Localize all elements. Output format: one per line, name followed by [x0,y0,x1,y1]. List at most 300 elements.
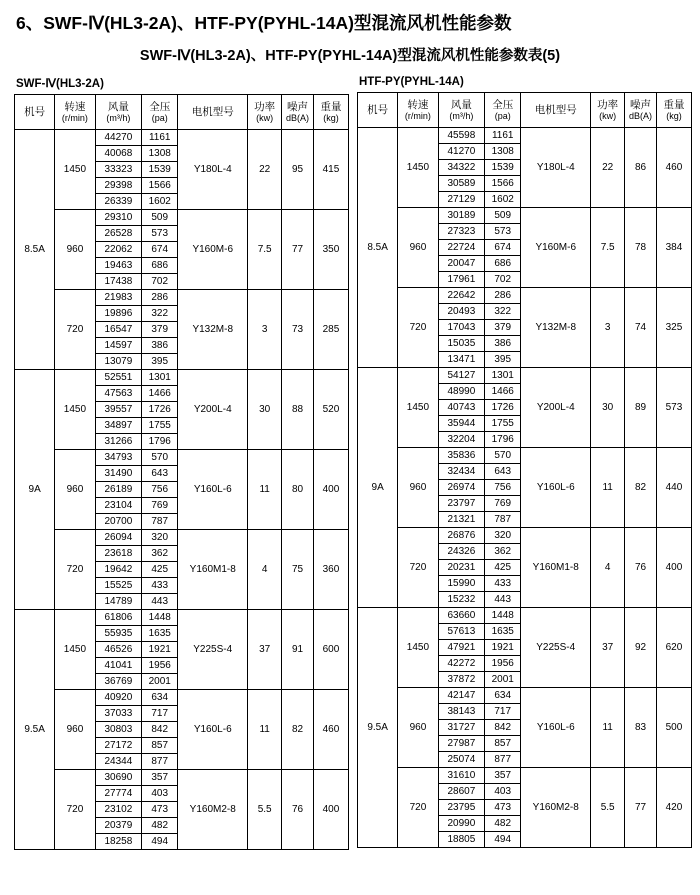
cell-pressure: 425 [485,560,521,576]
column-header-4 [521,93,591,128]
column-header-2 [95,95,142,130]
cell-pressure: 425 [142,562,178,578]
cell-pressure: 494 [485,832,521,848]
cell-speed: 720 [55,290,95,370]
cell-weight: 420 [656,768,691,848]
cell-speed: 720 [398,528,438,608]
cell-flow: 25074 [438,752,485,768]
cell-power: 7.5 [591,208,625,288]
cell-pressure: 686 [142,258,178,274]
cell-pressure: 877 [485,752,521,768]
cell-flow: 16547 [95,322,142,338]
cell-speed: 1450 [55,610,95,690]
cell-pressure: 1956 [142,658,178,674]
cell-flow: 54127 [438,368,485,384]
cell-flow: 22724 [438,240,485,256]
cell-power: 22 [591,128,625,208]
cell-pressure: 842 [485,720,521,736]
table-header-left [15,95,349,130]
cell-power: 22 [248,130,282,210]
table-row [358,608,692,624]
cell-noise: 75 [282,530,314,610]
cell-pressure: 357 [142,770,178,786]
column-header-sub: (kw) [599,110,617,121]
cell-speed: 1450 [55,370,95,450]
cell-speed: 1450 [398,128,438,208]
table-row [358,288,692,304]
cell-speed: 960 [398,688,438,768]
cell-pressure: 1539 [485,160,521,176]
cell-speed: 960 [55,210,95,290]
cell-flow: 31266 [95,434,142,450]
cell-fan-model: 9.5A [358,608,398,848]
cell-pressure: 1635 [142,626,178,642]
cell-flow: 21983 [95,290,142,306]
cell-flow: 20990 [438,816,485,832]
column-header-sub: dB(A) [286,112,310,123]
column-header-1 [55,95,95,130]
cell-pressure: 643 [142,466,178,482]
column-header-4 [178,95,248,130]
cell-flow: 55935 [95,626,142,642]
column-header-3 [485,93,521,128]
cell-weight: 460 [656,128,691,208]
cell-pressure: 643 [485,464,521,480]
table-row [358,368,692,384]
cell-pressure: 634 [485,688,521,704]
table-block-left [14,76,349,850]
performance-table-right [357,92,692,848]
cell-flow: 13471 [438,352,485,368]
cell-weight: 600 [313,610,348,690]
cell-flow: 26974 [438,480,485,496]
page [0,10,700,895]
cell-flow: 32204 [438,432,485,448]
cell-pressure: 1726 [485,400,521,416]
cell-power: 4 [248,530,282,610]
cell-pressure: 1466 [142,386,178,402]
cell-speed: 1450 [398,368,438,448]
table-body-left [15,130,349,850]
cell-flow: 29310 [95,210,142,226]
table-row [358,448,692,464]
cell-noise: 76 [282,770,314,850]
cell-speed: 960 [55,690,95,770]
cell-noise: 95 [282,130,314,210]
cell-weight: 285 [313,290,348,370]
cell-pressure: 1755 [142,418,178,434]
cell-pressure: 769 [485,496,521,512]
cell-speed: 720 [55,530,95,610]
cell-flow: 33323 [95,162,142,178]
cell-flow: 17961 [438,272,485,288]
cell-flow: 38143 [438,704,485,720]
cell-flow: 46526 [95,642,142,658]
cell-pressure: 573 [485,224,521,240]
cell-flow: 27129 [438,192,485,208]
column-header-main: 噪声 [287,100,309,113]
cell-flow: 47921 [438,640,485,656]
cell-flow: 40920 [95,690,142,706]
cell-pressure: 286 [142,290,178,306]
cell-flow: 35944 [438,416,485,432]
table-caption-left: SWF-Ⅳ(HL3-2A) [16,78,104,90]
column-header-sub: (m³/h) [449,110,474,121]
cell-flow: 20379 [95,818,142,834]
cell-motor-model: Y160M1-8 [178,530,248,610]
cell-pressure: 473 [485,800,521,816]
cell-flow: 52551 [95,370,142,386]
cell-flow: 18258 [95,834,142,850]
cell-power: 4 [591,528,625,608]
column-header-main: 重量 [663,98,685,111]
cell-noise: 89 [625,368,657,448]
cell-noise: 80 [282,450,314,530]
cell-flow: 20047 [438,256,485,272]
cell-motor-model: Y160L-6 [521,448,591,528]
cell-pressure: 403 [485,784,521,800]
column-header-sub: (kg) [323,112,339,123]
cell-pressure: 320 [485,528,521,544]
cell-noise: 76 [625,528,657,608]
cell-speed: 960 [398,208,438,288]
cell-speed: 720 [398,768,438,848]
cell-flow: 37033 [95,706,142,722]
cell-flow: 23795 [438,800,485,816]
column-header-6 [625,93,657,128]
cell-pressure: 857 [485,736,521,752]
column-header-main: 电机型号 [191,105,234,118]
cell-pressure: 787 [485,512,521,528]
cell-pressure: 362 [485,544,521,560]
table-row [15,530,349,546]
cell-flow: 48990 [438,384,485,400]
cell-flow: 40068 [95,146,142,162]
cell-pressure: 443 [142,594,178,610]
cell-pressure: 686 [485,256,521,272]
column-header-main: 机号 [24,105,46,118]
table-row [15,450,349,466]
cell-noise: 82 [282,690,314,770]
cell-flow: 45598 [438,128,485,144]
cell-power: 11 [591,688,625,768]
cell-flow: 61806 [95,610,142,626]
cell-pressure: 1726 [142,402,178,418]
cell-motor-model: Y160L-6 [521,688,591,768]
cell-power: 37 [591,608,625,688]
cell-power: 30 [591,368,625,448]
cell-pressure: 1635 [485,624,521,640]
cell-flow: 41270 [438,144,485,160]
cell-flow: 31727 [438,720,485,736]
cell-flow: 23618 [95,546,142,562]
column-header-6 [282,95,314,130]
cell-flow: 47563 [95,386,142,402]
cell-weight: 520 [313,370,348,450]
cell-pressure: 395 [485,352,521,368]
column-header-sub: (pa) [151,112,168,123]
cell-flow: 37872 [438,672,485,688]
table-row [15,610,349,626]
cell-pressure: 379 [142,322,178,338]
cell-weight: 573 [656,368,691,448]
cell-pressure: 674 [485,240,521,256]
cell-motor-model: Y180L-4 [521,128,591,208]
cell-flow: 15990 [438,576,485,592]
column-header-sub: (r/min) [61,112,88,123]
cell-pressure: 1956 [485,656,521,672]
cell-weight: 415 [313,130,348,210]
cell-pressure: 395 [142,354,178,370]
table-row [15,690,349,706]
column-header-1 [398,93,438,128]
cell-weight: 350 [313,210,348,290]
cell-flow: 24344 [95,754,142,770]
cell-flow: 27172 [95,738,142,754]
cell-pressure: 857 [142,738,178,754]
cell-pressure: 842 [142,722,178,738]
column-header-7 [313,95,348,130]
page-title: 6、SWF-Ⅳ(HL3-2A)、HTF-PY(PYHL-14A)型混流风机性能参数 [16,13,512,33]
cell-flow: 20700 [95,514,142,530]
cell-speed: 720 [398,288,438,368]
cell-weight: 400 [313,770,348,850]
cell-power: 3 [591,288,625,368]
cell-pressure: 1308 [485,144,521,160]
cell-flow: 40743 [438,400,485,416]
cell-power: 5.5 [591,768,625,848]
column-header-main: 风量 [107,100,129,113]
table-row [358,688,692,704]
cell-motor-model: Y180L-4 [178,130,248,210]
table-row [15,370,349,386]
performance-table-left [14,94,349,850]
cell-pressure: 1921 [485,640,521,656]
cell-pressure: 877 [142,754,178,770]
cell-pressure: 634 [142,690,178,706]
table-body-right [358,128,692,848]
cell-power: 37 [248,610,282,690]
cell-speed: 1450 [398,608,438,688]
cell-flow: 15232 [438,592,485,608]
cell-flow: 14789 [95,594,142,610]
cell-flow: 30589 [438,176,485,192]
column-header-5 [248,95,282,130]
cell-noise: 88 [282,370,314,450]
cell-pressure: 509 [485,208,521,224]
cell-flow: 30189 [438,208,485,224]
cell-flow: 15035 [438,336,485,352]
cell-noise: 92 [625,608,657,688]
cell-noise: 83 [625,688,657,768]
cell-noise: 73 [282,290,314,370]
cell-pressure: 787 [142,514,178,530]
column-header-main: 电机型号 [534,103,577,116]
table-row [358,528,692,544]
cell-flow: 19642 [95,562,142,578]
cell-flow: 28607 [438,784,485,800]
cell-flow: 15525 [95,578,142,594]
cell-pressure: 756 [142,482,178,498]
cell-speed: 960 [55,450,95,530]
table-row [15,210,349,226]
cell-fan-model: 8.5A [358,128,398,368]
cell-fan-model: 8.5A [15,130,55,370]
cell-power: 11 [591,448,625,528]
cell-pressure: 570 [485,448,521,464]
column-header-main: 功率 [254,100,276,113]
cell-flow: 34322 [438,160,485,176]
column-header-5 [591,93,625,128]
table-row [15,130,349,146]
cell-flow: 32434 [438,464,485,480]
cell-pressure: 509 [142,210,178,226]
cell-flow: 17043 [438,320,485,336]
column-header-sub: (r/min) [404,110,431,121]
cell-pressure: 433 [485,576,521,592]
tables-container [14,76,686,850]
column-header-main: 重量 [320,100,342,113]
cell-pressure: 702 [142,274,178,290]
cell-pressure: 674 [142,242,178,258]
column-header-main: 噪声 [630,98,652,111]
table-caption-right: HTF-PY(PYHL-14A) [359,76,464,88]
table-row [15,770,349,786]
cell-flow: 30803 [95,722,142,738]
cell-noise: 86 [625,128,657,208]
cell-power: 7.5 [248,210,282,290]
cell-motor-model: Y160M-6 [521,208,591,288]
cell-flow: 39557 [95,402,142,418]
cell-flow: 20493 [438,304,485,320]
column-header-sub: (pa) [494,110,511,121]
cell-weight: 500 [656,688,691,768]
cell-motor-model: Y160M2-8 [521,768,591,848]
cell-pressure: 320 [142,530,178,546]
cell-flow: 23102 [95,802,142,818]
cell-pressure: 570 [142,450,178,466]
cell-pressure: 1161 [142,130,178,146]
cell-pressure: 1602 [485,192,521,208]
table-row [358,128,692,144]
cell-power: 11 [248,450,282,530]
cell-flow: 26339 [95,194,142,210]
cell-pressure: 1796 [142,434,178,450]
cell-fan-model: 9.5A [15,610,55,850]
table-block-right [357,76,692,850]
column-header-sub: (kw) [256,112,274,123]
cell-pressure: 2001 [485,672,521,688]
cell-weight: 400 [313,450,348,530]
cell-pressure: 482 [142,818,178,834]
cell-flow: 27323 [438,224,485,240]
cell-pressure: 322 [485,304,521,320]
cell-flow: 14597 [95,338,142,354]
cell-motor-model: Y132M-8 [178,290,248,370]
cell-speed: 720 [55,770,95,850]
column-header-sub: dB(A) [629,110,653,121]
cell-pressure: 286 [485,288,521,304]
page-subtitle: SWF-Ⅳ(HL3-2A)、HTF-PY(PYHL-14A)型混流风机性能参数表(5) [139,48,561,64]
cell-flow: 29398 [95,178,142,194]
cell-pressure: 1161 [485,128,521,144]
cell-flow: 19896 [95,306,142,322]
column-header-7 [656,93,691,128]
cell-weight: 400 [656,528,691,608]
cell-weight: 440 [656,448,691,528]
cell-speed: 1450 [55,130,95,210]
cell-flow: 42272 [438,656,485,672]
table-header-right [358,93,692,128]
cell-pressure: 717 [142,706,178,722]
cell-pressure: 1308 [142,146,178,162]
cell-flow: 22642 [438,288,485,304]
cell-pressure: 769 [142,498,178,514]
cell-pressure: 473 [142,802,178,818]
cell-weight: 384 [656,208,691,288]
cell-flow: 30690 [95,770,142,786]
cell-motor-model: Y132M-8 [521,288,591,368]
cell-fan-model: 9A [15,370,55,610]
column-header-sub: (kg) [666,110,682,121]
cell-flow: 35836 [438,448,485,464]
cell-flow: 19463 [95,258,142,274]
table-row [358,768,692,784]
cell-motor-model: Y225S-4 [521,608,591,688]
cell-weight: 360 [313,530,348,610]
cell-flow: 34793 [95,450,142,466]
cell-noise: 77 [282,210,314,290]
column-header-main: 转速 [407,98,429,111]
cell-flow: 26094 [95,530,142,546]
cell-weight: 620 [656,608,691,688]
cell-pressure: 403 [142,786,178,802]
cell-flow: 42147 [438,688,485,704]
cell-motor-model: Y200L-4 [178,370,248,450]
cell-pressure: 494 [142,834,178,850]
cell-pressure: 322 [142,306,178,322]
cell-pressure: 1448 [142,610,178,626]
column-header-0 [15,95,55,130]
column-header-sub: (m³/h) [106,112,131,123]
cell-flow: 44270 [95,130,142,146]
cell-flow: 27774 [95,786,142,802]
cell-flow: 21321 [438,512,485,528]
cell-pressure: 482 [485,816,521,832]
cell-flow: 26528 [95,226,142,242]
table-row [15,290,349,306]
cell-pressure: 1301 [142,370,178,386]
cell-pressure: 379 [485,320,521,336]
cell-pressure: 717 [485,704,521,720]
cell-power: 3 [248,290,282,370]
cell-pressure: 362 [142,546,178,562]
cell-weight: 325 [656,288,691,368]
cell-pressure: 1566 [142,178,178,194]
cell-pressure: 386 [142,338,178,354]
cell-motor-model: Y200L-4 [521,368,591,448]
cell-flow: 23104 [95,498,142,514]
column-header-main: 全压 [149,100,171,113]
cell-flow: 20231 [438,560,485,576]
cell-flow: 34897 [95,418,142,434]
column-header-main: 转速 [64,100,86,113]
cell-flow: 18805 [438,832,485,848]
column-header-0 [358,93,398,128]
cell-noise: 77 [625,768,657,848]
cell-pressure: 1448 [485,608,521,624]
cell-flow: 31610 [438,768,485,784]
